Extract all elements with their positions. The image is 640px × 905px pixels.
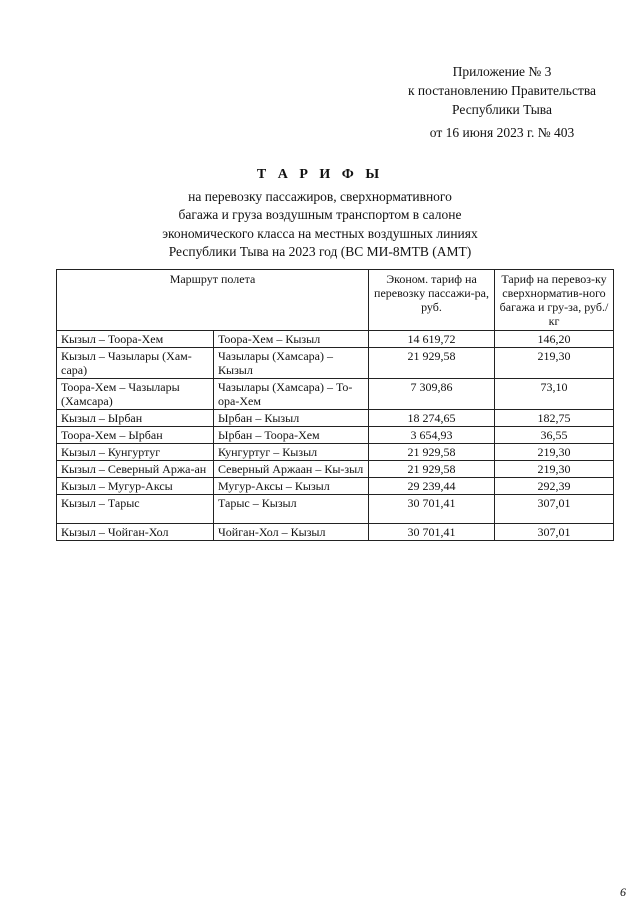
cargo-tariff-cell: 307,01	[495, 524, 614, 541]
cargo-tariff-cell: 73,10	[495, 379, 614, 410]
title-line-3: экономического класса на местных воздушных линиях	[162, 225, 478, 241]
table-row	[57, 444, 614, 461]
appendix-number: Приложение № 3	[452, 64, 552, 79]
route-back-cell: Кунгуртуг – Кызыл	[214, 444, 369, 461]
header-passenger-tariff: Эконом. тариф на перевозку пассажи-ра, руб.	[369, 270, 495, 331]
cargo-tariff-cell: 146,20	[495, 331, 614, 348]
route-to-cell: Кызыл – Кунгуртуг	[57, 444, 214, 461]
table-row	[57, 495, 614, 524]
appendix-decree: к постановлению Правительства	[407, 83, 597, 98]
passenger-tariff-cell: 30 701,41	[369, 524, 495, 541]
route-to-cell: Кызыл – Тарыс	[57, 495, 214, 524]
route-to-cell: Кызыл – Мугур-Аксы	[57, 478, 214, 495]
route-back-cell: Мугур-Аксы – Кызыл	[214, 478, 369, 495]
cargo-tariff-cell: 36,55	[495, 427, 614, 444]
route-to-cell: Тоора-Хем – Ырбан	[57, 427, 214, 444]
passenger-tariff-cell: 18 274,65	[369, 410, 495, 427]
title-line-2: багажа и груза воздушным транспортом в салоне	[178, 207, 462, 222]
appendix-republic: Республики Тыва	[452, 102, 552, 117]
route-back-cell: Северный Аржаан – Кы-зыл	[214, 461, 369, 478]
route-back-cell: Чазылары (Хамсара) – Кызыл	[214, 348, 369, 379]
route-to-cell: Тоора-Хем – Чазылары (Хамсара)	[57, 379, 214, 410]
table-row	[57, 524, 614, 541]
route-to-cell: Кызыл – Тоора-Хем	[57, 331, 214, 348]
route-back-cell: Чойган-Хол – Кызыл	[214, 524, 369, 541]
passenger-tariff-cell: 14 619,72	[369, 331, 495, 348]
header-cargo-tariff: Тариф на перевоз-ку сверхнорматив-ного багажа и гру-за, руб./кг	[495, 270, 614, 331]
table-row	[57, 410, 614, 427]
passenger-tariff-cell: 21 929,58	[369, 444, 495, 461]
cargo-tariff-cell: 219,30	[495, 348, 614, 379]
table-row	[57, 331, 614, 348]
route-back-cell: Тоора-Хем – Кызыл	[214, 331, 369, 348]
cargo-tariff-cell: 219,30	[495, 444, 614, 461]
document-title	[130, 166, 510, 262]
passenger-tariff-cell: 3 654,93	[369, 427, 495, 444]
title-line-4: Республики Тыва на 2023 год (ВС МИ-8МТВ (АМТ)	[168, 244, 472, 259]
cargo-tariff-cell: 292,39	[495, 478, 614, 495]
table-row	[57, 427, 614, 444]
cargo-tariff-cell: 307,01	[495, 495, 614, 524]
route-to-cell: Кызыл – Чойган-Хол	[57, 524, 214, 541]
route-to-cell: Кызыл – Ырбан	[57, 410, 214, 427]
tariffs-table	[56, 269, 614, 541]
route-to-cell: Кызыл – Чазылары (Хам-сара)	[57, 348, 214, 379]
table-row	[57, 348, 614, 379]
route-back-cell: Ырбан – Тоора-Хем	[214, 427, 369, 444]
page-number: 6	[620, 885, 626, 899]
table-row	[57, 478, 614, 495]
passenger-tariff-cell: 30 701,41	[369, 495, 495, 524]
route-to-cell: Кызыл – Северный Аржа-ан	[57, 461, 214, 478]
route-back-cell: Ырбан – Кызыл	[214, 410, 369, 427]
title-line-1: на перевозку пассажиров, сверхнормативного	[188, 188, 452, 204]
table-header-row	[57, 270, 614, 331]
passenger-tariff-cell: 29 239,44	[369, 478, 495, 495]
passenger-tariff-cell: 21 929,58	[369, 348, 495, 379]
passenger-tariff-cell: 7 309,86	[369, 379, 495, 410]
appendix-header	[392, 62, 612, 142]
cargo-tariff-cell: 182,75	[495, 410, 614, 427]
passenger-tariff-cell: 21 929,58	[369, 461, 495, 478]
table-row	[57, 461, 614, 478]
header-route: Маршрут полета	[57, 270, 369, 331]
table-row	[57, 379, 614, 410]
route-back-cell: Тарыс – Кызыл	[214, 495, 369, 524]
route-back-cell: Чазылары (Хамсара) – То-ора-Хем	[214, 379, 369, 410]
appendix-date: от 16 июня 2023 г. № 403	[429, 125, 575, 140]
cargo-tariff-cell: 219,30	[495, 461, 614, 478]
title-main: Т А Р И Ф Ы	[256, 167, 384, 182]
